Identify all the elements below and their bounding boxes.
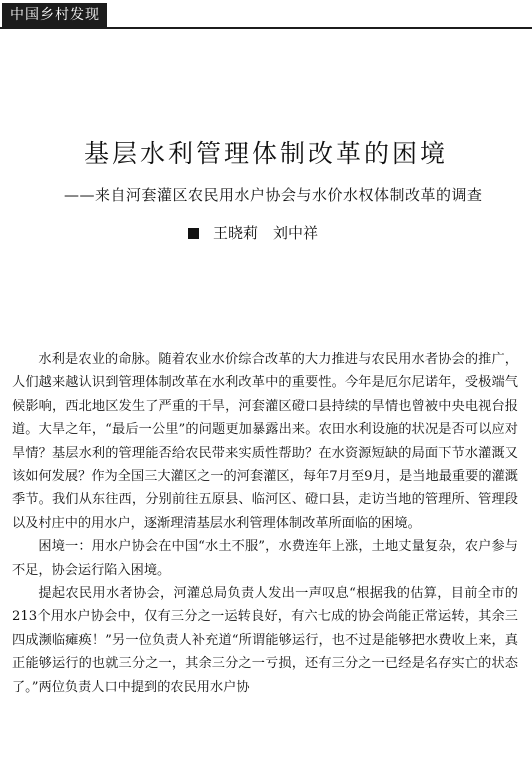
section-header-tab [2, 3, 107, 27]
author-line [188, 222, 318, 243]
article-title: 基层水利管理体制改革的困境 [83, 139, 448, 168]
header-rule [0, 27, 532, 29]
article-body [12, 348, 518, 699]
article-subtitle: ——来自河套灌区农民用水户协会与水价水权体制改革的调查 [64, 186, 483, 204]
paragraph: 困境一：用水户协会在中国“水土不服”，水费连年上涨，土地丈量复杂，农户参与不足，协会运行陷入困境。 [12, 539, 518, 578]
paragraph: 水利是农业的命脉。随着农业水价综合改革的大力推进与农民用水者协会的推广，人们越来越认识到管理体制改革在水利改革中的重要性。今年是厄尔尼诺年，受极端气候影响，西北地区发生了严重的干旱，河套灌区磴口县持续的旱情也曾被中央电视台报道。大旱之年，“最后一公里”的问题更加暴露出来。农田水利设施的状况是否可以应对旱情？基层水利的管理能否给农民带来实质性帮助？在水资源短缺的局面下节水灌溉又该如何发展？作为全国三大灌区之一的河套灌区，每年7月至9月，是当地最重要的灌溉季节。我们从东往西，分别前往五原县、临河区、磴口县，走访当地的管理所、管理段以及村庄中的用水户，逐渐理清基层水利管理体制改革所面临的困境。 [12, 352, 518, 531]
paragraph: 提起农民用水者协会，河灌总局负责人发出一声叹息“根据我的估算，目前全市的213个用水户协会中，仅有三分之一运转良好，有六七成的协会尚能正常运转，其余三四成濒临瘫痪！”另一位负责人补充道“所谓能够运行，也不过是能够把水费收上来，真正能够运行的也就三分之一，其余三分之一亏损，还有三分之一已经是名存实亡的状态了。”两位负责人口中提到的农民用水户协 [12, 586, 518, 695]
author-bullet-icon [188, 228, 199, 239]
authors: 王晓莉 刘中祥 [213, 224, 319, 242]
section-label: 中国乡村发现 [10, 7, 100, 23]
